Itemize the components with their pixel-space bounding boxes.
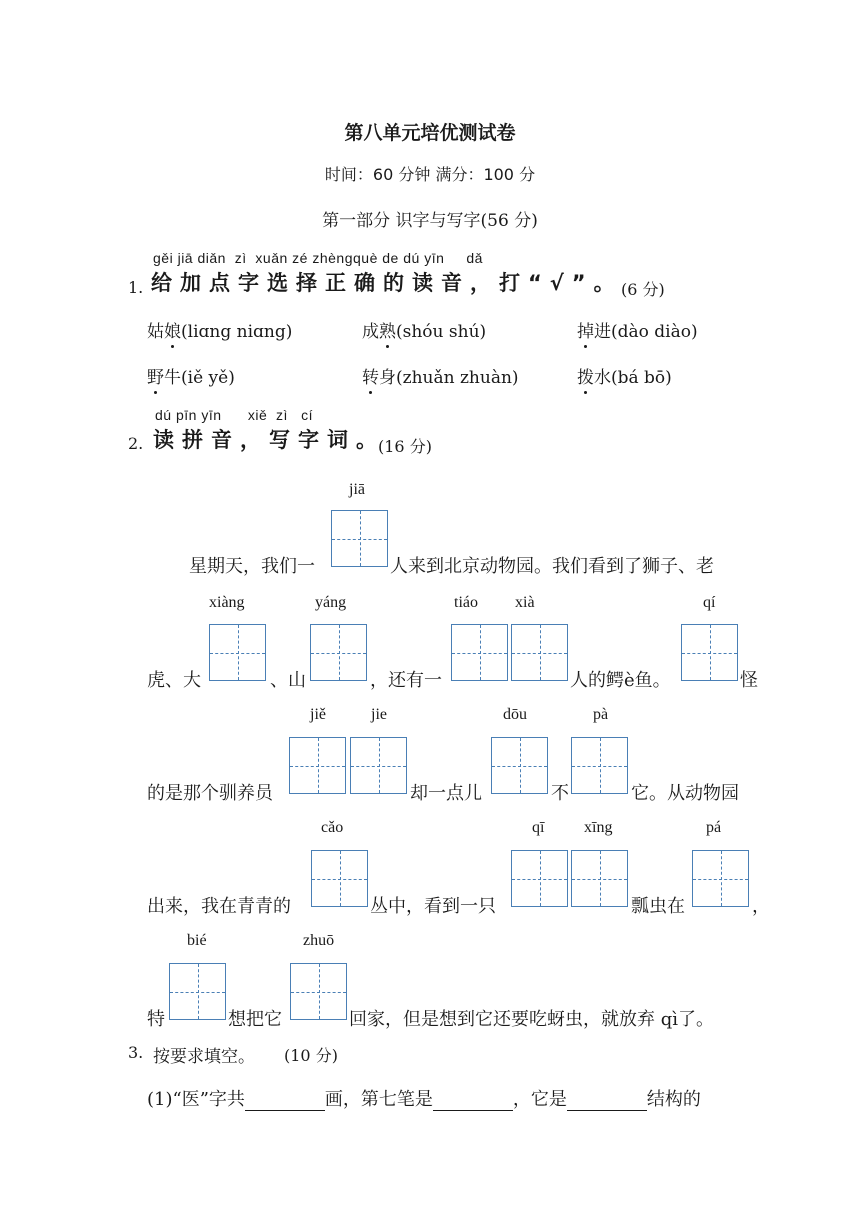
q2-number: 2. xyxy=(128,434,144,453)
writing-box[interactable] xyxy=(491,737,548,794)
passage-text: 的是那个驯养员 xyxy=(147,783,273,804)
pinyin-xia: xià xyxy=(515,594,535,611)
page-title: 第八单元培优测试卷 xyxy=(344,122,516,144)
pinyin-tiao: tiáo xyxy=(454,594,478,611)
q2-instruction: 读拼音，写字词。 xyxy=(153,428,385,452)
writing-box[interactable] xyxy=(331,510,388,567)
passage-text: 人来到北京动物园。我们看到了狮子、老 xyxy=(390,556,714,577)
writing-box[interactable] xyxy=(290,963,347,1020)
writing-box[interactable] xyxy=(451,624,508,681)
q1-pinyin: gěi jiā diǎn zì xuǎn zé zhèngquè de dú yīn dǎ xyxy=(153,250,483,266)
passage-text: 丛中，看到一只 xyxy=(370,896,496,917)
pinyin-qi2: qī xyxy=(532,819,545,836)
part-heading: 第一部分 识字与写字(56 分) xyxy=(322,211,538,231)
writing-box[interactable] xyxy=(209,624,266,681)
passage-text: 怪 xyxy=(740,670,758,691)
pinyin-jie2: jie xyxy=(371,706,387,723)
passage-text: 特 xyxy=(147,1009,165,1030)
answer-blank[interactable] xyxy=(433,1092,513,1111)
writing-box[interactable] xyxy=(681,624,738,681)
pinyin-cao: cǎo xyxy=(321,819,344,836)
passage-text: 不 xyxy=(551,783,569,804)
q1-number: 1. xyxy=(128,278,144,297)
writing-box[interactable] xyxy=(289,737,346,794)
q1-points: (6 分) xyxy=(621,280,665,299)
passage-text: 虎、大 xyxy=(147,670,201,691)
q1-item-3: 掉进(dào diào) xyxy=(577,317,698,342)
q3-number: 3. xyxy=(128,1043,144,1062)
q3-sub1: (1)“医”字共 画，第七笔是 ，它是 结构的 xyxy=(147,1089,701,1110)
passage-text: 星期天，我们一 xyxy=(189,556,315,577)
q1-item-5: 转身(zhuǎn zhuàn) xyxy=(362,363,519,388)
passage-text: 人的鳄è鱼。 xyxy=(570,670,671,691)
pinyin-pa2: pá xyxy=(706,819,722,836)
answer-blank[interactable] xyxy=(567,1092,647,1111)
passage-text: 、山 xyxy=(270,670,306,691)
pinyin-jia: jiā xyxy=(349,481,365,498)
pinyin-bie: bié xyxy=(187,932,207,949)
pinyin-jie: jiě xyxy=(310,706,326,723)
q1-item-6: 拨水(bá bō) xyxy=(577,363,672,388)
writing-box[interactable] xyxy=(571,737,628,794)
pinyin-xiang: xiàng xyxy=(209,594,245,611)
pinyin-xing: xīng xyxy=(584,819,613,836)
writing-box[interactable] xyxy=(311,850,368,907)
pinyin-pa: pà xyxy=(593,706,609,723)
passage-text: ，还有一 xyxy=(370,670,442,691)
q2-pinyin: dú pīn yīn xiě zì cí xyxy=(155,407,313,423)
writing-box[interactable] xyxy=(511,850,568,907)
q1-item-4: 野牛(iě yě) xyxy=(147,363,235,388)
pinyin-dou: dōu xyxy=(503,706,527,723)
exam-meta: 时间：60 分钟 满分：100 分 xyxy=(324,165,536,184)
pinyin-zhuo: zhuō xyxy=(303,932,335,949)
passage-text: ， xyxy=(752,896,770,917)
writing-box[interactable] xyxy=(511,624,568,681)
writing-box[interactable] xyxy=(350,737,407,794)
passage-text: 瓢虫在 xyxy=(631,896,685,917)
passage-text: 想把它 xyxy=(228,1009,282,1030)
q3-instruction: 按要求填空。 xyxy=(153,1047,255,1067)
writing-box[interactable] xyxy=(692,850,749,907)
q2-points: (16 分) xyxy=(378,437,432,456)
pinyin-yang: yáng xyxy=(315,594,347,611)
q1-item-2: 成熟(shóu shú) xyxy=(362,317,486,342)
passage-text: 出来，我在青青的 xyxy=(147,896,291,917)
q1-item-1: 姑娘(liɑng niɑng) xyxy=(147,317,292,342)
pinyin-qi: qí xyxy=(703,594,716,611)
writing-box[interactable] xyxy=(310,624,367,681)
q3-points: (10 分) xyxy=(284,1046,338,1065)
passage-text: 回家，但是想到它还要吃蚜虫，就放弃 qì了。 xyxy=(349,1009,714,1030)
passage-text: 却一点儿 xyxy=(410,783,482,804)
answer-blank[interactable] xyxy=(245,1092,325,1111)
q1-instruction: 给加点字选择正确的读音，打“√”。 xyxy=(151,271,623,295)
writing-box[interactable] xyxy=(169,963,226,1020)
writing-box[interactable] xyxy=(571,850,628,907)
passage-text: 它。从动物园 xyxy=(631,783,739,804)
